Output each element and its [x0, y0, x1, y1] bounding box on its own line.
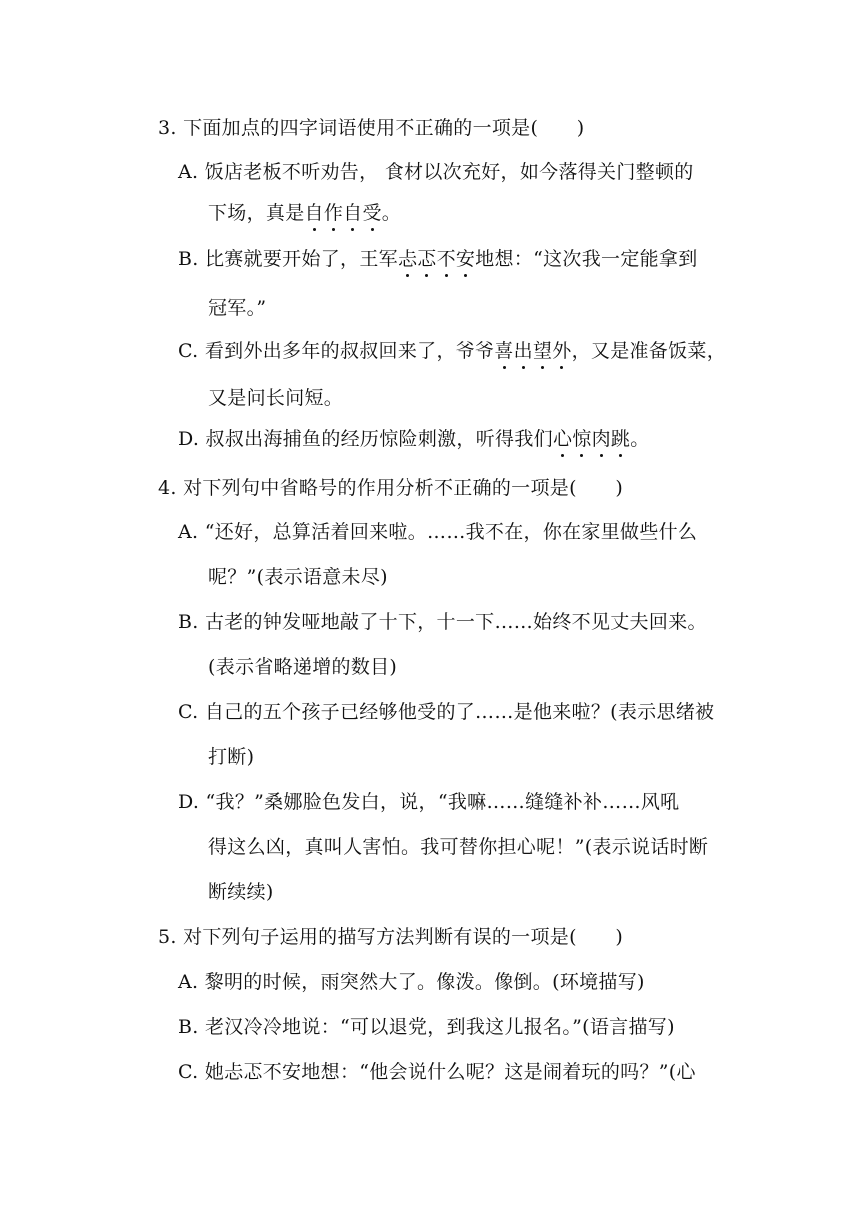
q3-option-a: A. 饭店老板不听劝告， 食材以次充好，如今落得关门整顿的 [178, 161, 694, 183]
q3-option-b: B. 比赛就要开始了，王军忐忑不安地想：“这次我一定能拿到 [178, 248, 698, 270]
q3-option-b-cont: 冠军。” [208, 297, 267, 319]
q4-option-c-cont: 打断) [208, 746, 255, 768]
q4-option-b-cont: (表示省略递增的数目) [208, 656, 398, 678]
q5-option-c: C. 她忐忑不安地想：“他会说什么呢？这是闹着玩的吗？”(心 [178, 1061, 696, 1083]
question-5-stem: 5. 对下列句子运用的描写方法判断有误的一项是( ) [158, 926, 624, 948]
q3-option-a-cont: 下场，真是自作自受。 [208, 202, 402, 224]
q4-option-c: C. 自己的五个孩子已经够他受的了……是他来啦？(表示思绪被 [178, 701, 715, 723]
dotted-term [494, 340, 571, 362]
q4-option-a: A. “还好，总算活着回来啦。……我不在，你在家里做些什么 [178, 521, 698, 543]
emphasis-dot-char: 忐 [397, 248, 418, 270]
emphasis-dot-char: 安 [455, 248, 476, 270]
dotted-term [398, 248, 475, 270]
emphasis-dot-char: 作 [323, 202, 344, 224]
emphasis-dot-char: 出 [513, 340, 533, 362]
q4-option-d-cont2: 断续续) [208, 881, 274, 903]
emphasis-dot-char: 惊 [572, 428, 592, 450]
q5-option-b: B. 老汉冷冷地说：“可以退党，到我这儿报名。”(语言描写) [178, 1016, 675, 1038]
emphasis-dot-char: 自 [304, 202, 324, 224]
emphasis-dot-char: 忑 [417, 248, 437, 270]
emphasis-dot-char: 肉 [591, 428, 611, 450]
emphasis-dot-char: 外 [552, 340, 572, 362]
emphasis-dot-char: 自 [343, 202, 363, 224]
emphasis-dot-char: 受 [362, 202, 382, 224]
q3-option-c-cont: 又是问长问短。 [208, 387, 344, 409]
emphasis-dot-char: 心 [552, 428, 573, 450]
emphasis-dot-char: 望 [532, 340, 553, 362]
q3-option-c: C. 看到外出多年的叔叔回来了，爷爷喜出望外，又是准备饭菜， [178, 340, 726, 362]
q3-option-d: D. 叔叔出海捕鱼的经历惊险刺激，听得我们心惊肉跳。 [178, 428, 650, 450]
q5-option-a: A. 黎明的时候，雨突然大了。像泼。像倒。(环境描写) [178, 971, 645, 993]
emphasis-dot-char: 不 [436, 248, 456, 270]
question-3-stem: 3. 下面加点的四字词语使用不正确的一项是( ) [158, 117, 585, 139]
q4-option-d-cont: 得这么凶，真叫人害怕。我可替你担心呢！”(表示说话时断 [208, 836, 709, 858]
q4-option-d: D. “我？”桑娜脸色发白，说，“我嘛……缝缝补补……风吼 [178, 791, 680, 813]
q4-option-a-cont: 呢？”(表示语意未尽) [208, 566, 388, 588]
emphasis-dot-char: 跳 [610, 428, 631, 450]
dotted-term [305, 202, 382, 224]
dotted-term [553, 428, 630, 450]
emphasis-dot-char: 喜 [494, 340, 514, 362]
q4-option-b: B. 古老的钟发哑地敲了十下，十一下……始终不见丈夫回来。 [178, 611, 707, 633]
question-4-stem: 4. 对下列句中省略号的作用分析不正确的一项是( ) [158, 477, 624, 499]
